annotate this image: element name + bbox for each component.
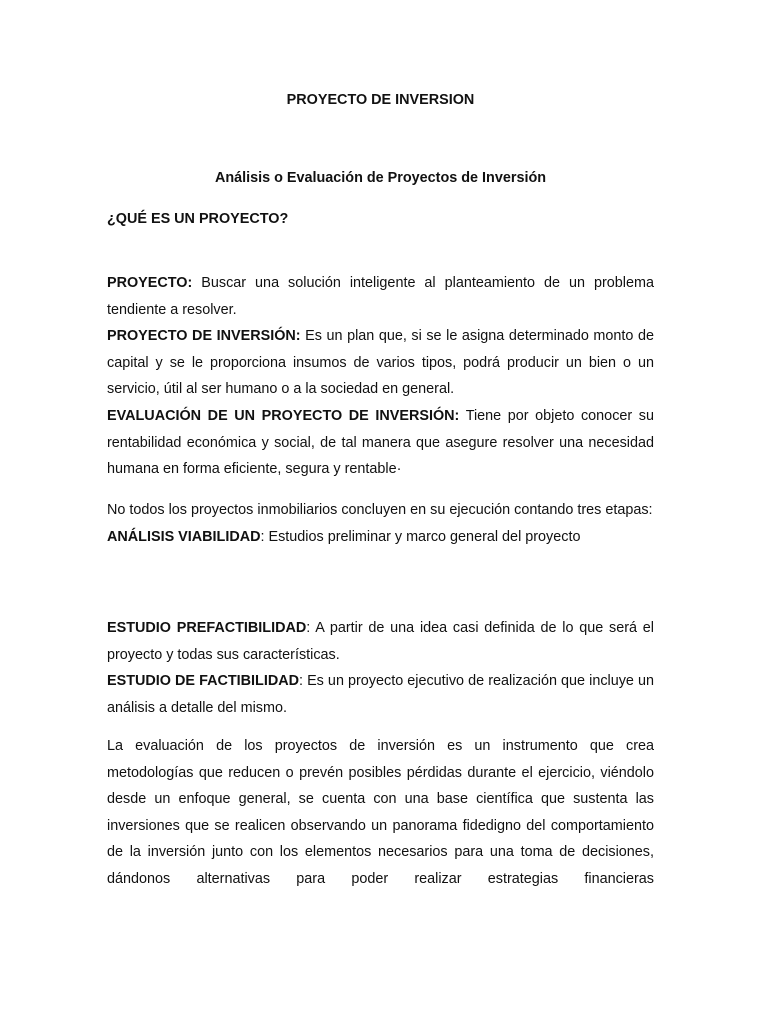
stage-estudio-factibilidad bbox=[107, 668, 654, 721]
stages-intro: No todos los proyectos inmobiliarios concluyen en su ejecución contando tres etapas: bbox=[107, 502, 653, 518]
stage-analisis-viabilidad bbox=[107, 524, 654, 551]
stage-text: : Es un proyecto ejecutivo de realización que incluye un análisis a detalle del mismo. bbox=[107, 673, 654, 716]
definition-term: PROYECTO DE INVERSIÓN: bbox=[107, 328, 301, 345]
definition-term: PROYECTO: bbox=[107, 275, 193, 291]
definition-term: EVALUACIÓN DE UN PROYECTO DE INVERSIÓN: bbox=[107, 407, 460, 424]
stage-term: ESTUDIO PREFACTIBILIDAD bbox=[107, 620, 307, 636]
stage-estudio-prefactibilidad bbox=[107, 615, 654, 668]
section-question-heading: ¿QUÉ ES UN PROYECTO? bbox=[107, 211, 289, 227]
definition-text: Es un plan que, si se le asigna determinado monto de capital y se le proporciona insumos de varios tipos, podrá producir un bien o un servicio, útil al ser humano o a la sociedad en general. bbox=[107, 328, 654, 398]
document-title: PROYECTO DE INVERSION bbox=[286, 92, 475, 108]
definition-evaluacion bbox=[107, 403, 654, 483]
feasibility-section bbox=[107, 615, 654, 721]
closing-paragraph: La evaluación de los proyectos de inversión es un instrumento que crea metodologías que reducen o prevén posibles pérdidas durante el ejercicio, viéndolo desde un enfoque general, se cuenta con una base científica que sustenta las inversiones que se realicen observando un panorama fidedigno del comportamiento de la inversión junto con los elementos necesarios para una toma de decisiones, dándonos alternativas para poder realizar estrategias financieras bbox=[107, 738, 654, 887]
stages-section bbox=[107, 497, 654, 550]
closing-section bbox=[107, 733, 654, 893]
stage-text: : A partir de una idea casi definida de lo que será el proyecto y todas sus características. bbox=[107, 620, 654, 663]
stage-term: ANÁLISIS VIABILIDAD bbox=[107, 528, 261, 545]
definition-text: Tiene por objeto conocer su rentabilidad económica y social, de tal manera que asegure resolver una necesidad humana en forma eficiente, segura y rentable· bbox=[107, 407, 654, 478]
stage-term: ESTUDIO DE FACTIBILIDAD bbox=[107, 673, 300, 690]
document-subtitle: Análisis o Evaluación de Proyectos de Inversión bbox=[214, 170, 547, 186]
definition-proyecto-inversion bbox=[107, 323, 654, 403]
definition-proyecto bbox=[107, 270, 654, 323]
definitions-section bbox=[107, 270, 654, 483]
stage-text: : Estudios preliminar y marco general del proyecto bbox=[260, 528, 581, 545]
definition-text: Buscar una solución inteligente al planteamiento de un problema tendiente a resolver. bbox=[107, 275, 654, 318]
